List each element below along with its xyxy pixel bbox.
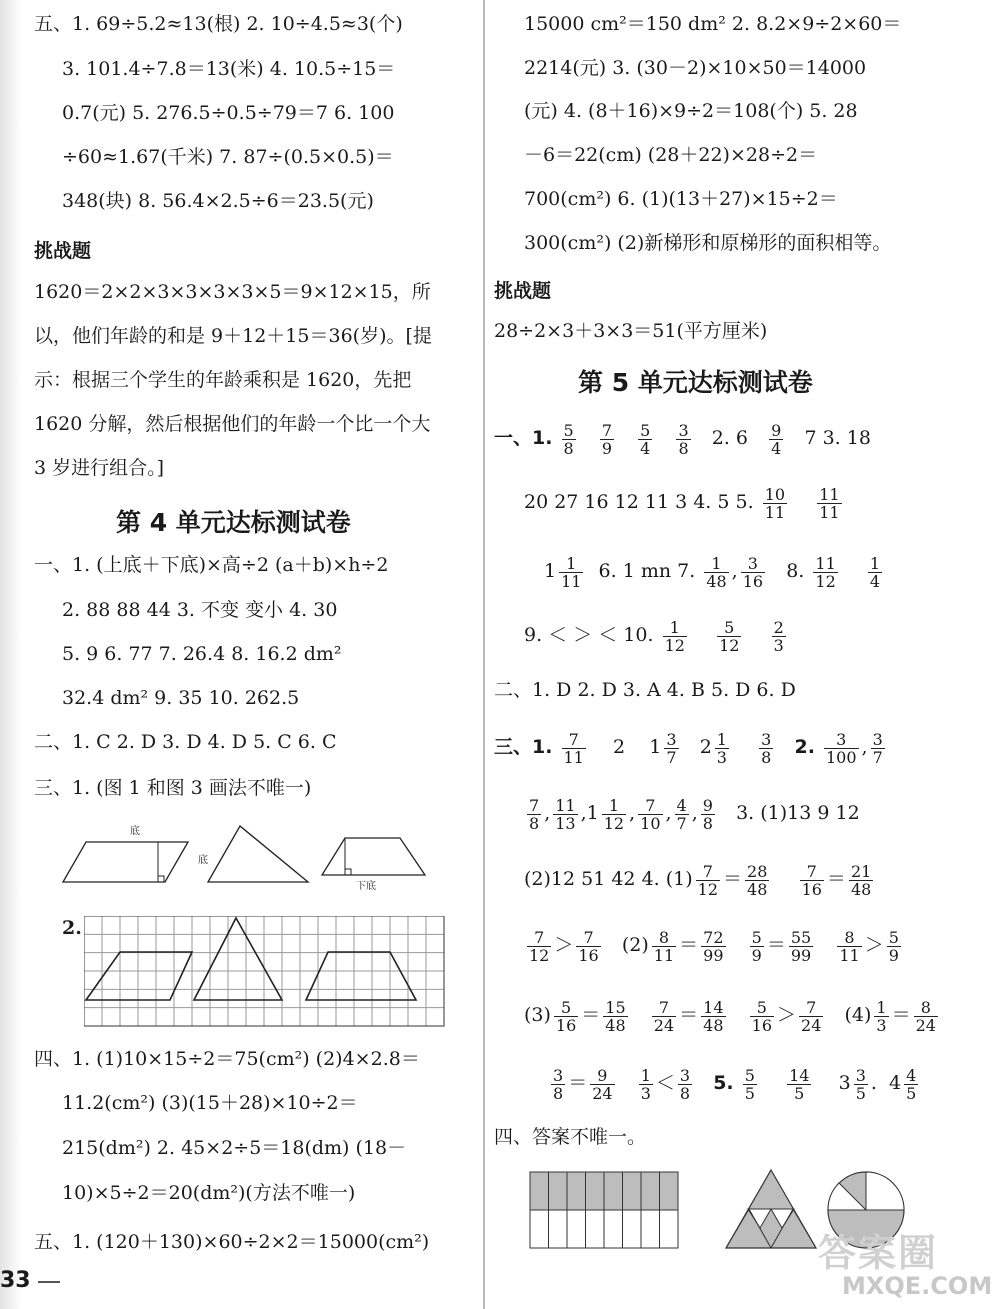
u4-line-3: 5. 9 6. 77 7. 26.4 8. 16.2 dm² (62, 643, 342, 665)
u5-r3-8: 8. (786, 560, 805, 582)
left-line-5: 348(块) 8. 56.4×2.5÷6＝23.5(元) (62, 190, 374, 212)
frac: $\frac{5}{5}$ (744, 1065, 755, 1103)
frac: $\frac{5}{9}$ (888, 927, 899, 965)
frac: $\frac{7}{12}$ (529, 927, 550, 965)
left-line-3: 0.7(元) 5. 276.5÷0.5÷79＝7 6. 100 (62, 102, 395, 124)
u5-row-7: $\frac{7}{8}$ , $\frac{11}{13}$ ,1 $\frac{1}{12}$ , $\frac{7}{10}$ , $\frac{4}{7}$ , $\frac{9}{8}$ 3. (1)13 9 12 (529, 795, 860, 833)
u5-r11-d-whole: 3 (838, 1072, 851, 1094)
drawing-grid (84, 916, 446, 1028)
challenge-line-2: 以，他们年龄的和是 9＋12＋15＝36(岁)。[提 (34, 325, 432, 347)
u5-row-5: 二、1. D 2. D 3. A 4. B 5. D 6. D (494, 679, 796, 701)
grid-trapezoid (306, 952, 416, 1000)
label-di-top: 底 (130, 826, 140, 837)
frac: $\frac{9}{24}$ (592, 1065, 613, 1103)
frac: $\frac{5}{16}$ (555, 997, 577, 1035)
u5-row-11: $\frac{3}{8}$ ＝ $\frac{9}{24}$ $\frac{1}{3}$ ＜ $\frac{3}{8}$ 5. $\frac{5}{5}$ $\frac{14}{5}$ 3 $\frac{3}{5}$ . 4 $\frac{4}{5}$ (553, 1065, 917, 1103)
grid-triangle (194, 918, 282, 1000)
right-line-6: 300(cm²) (2)新梯形和原梯形的面积相等。 (524, 232, 892, 254)
u4-line-6: 三、1. (图 1 和图 3 画法不唯一) (34, 777, 312, 799)
u5-row-4 (524, 610, 789, 660)
frac: $\frac{1}{3}$ (876, 997, 887, 1035)
frac: $\frac{7}{24}$ (801, 997, 822, 1035)
challenge-line-5: 3 岁进行组合。] (34, 457, 165, 479)
frac: $\frac{72}{99}$ (703, 927, 724, 965)
page-number: 33 (0, 1268, 31, 1293)
u5-r7-tail: 3. (1)13 9 12 (736, 802, 860, 824)
unit5-title: 第 5 单元达标测试卷 (578, 368, 813, 397)
u5-r10-3: (3) (524, 1004, 551, 1026)
right-line-4: －6＝22(cm) (28＋22)×28÷2＝ (524, 144, 818, 166)
u4-s4-line-2: 11.2(cm²) (3)(15＋28)×10÷2＝ (62, 1092, 358, 1114)
unit4-title: 第 4 单元达标测试卷 (116, 508, 351, 537)
u5-row-6: 三、1. $\frac{7}{11}$ 2 1 $\frac{3}{7}$ 2 $\frac{1}{3}$ $\frac{3}{8}$ 2. $\frac{3}{100}$ , $\frac{3}{7}$ (494, 729, 883, 767)
frac: $\frac{4}{5}$ (906, 1065, 917, 1103)
frac: $\frac{11}{11}$ (819, 484, 840, 522)
u4-line-5: 二、1. C 2. D 3. D 4. D 5. C 6. C (34, 731, 337, 753)
frac: $\frac{5}{16}$ (751, 997, 772, 1035)
watermark-logo (818, 1222, 998, 1304)
right-line-2: 2214(元) 3. (30－2)×10×50＝14000 (524, 57, 867, 79)
u4-s4-line-5: 五、1. (120＋130)×60÷2×2＝15000(cm²) (34, 1231, 430, 1253)
frac: $\frac{7}{8}$ (529, 795, 540, 833)
u5-r3-text: 6. 1 mn 7. (598, 560, 696, 582)
u4-s4-line-4: 10)×5÷2＝20(dm²)(方法不唯一) (62, 1182, 356, 1204)
u4-s4-line-3: 215(dm²) 2. 45×2÷5＝18(dm) (18－ (62, 1137, 407, 1159)
u5-row-9: $\frac{7}{12}$ ＞ $\frac{7}{16}$ (2) $\frac{8}{11}$ ＝ $\frac{72}{99}$ $\frac{5}{9}$ ＝ $\frac{55}{99}$ $\frac{8}{11}$ ＞ $\frac{5}{9}$ (529, 927, 899, 965)
trapezoid-figure (322, 838, 425, 875)
u5-row-1 (494, 413, 871, 463)
u4-line-2: 2. 88 88 44 3. 不变 变小 4. 30 (62, 599, 338, 621)
left-line-2: 3. 101.4÷7.8＝13(米) 4. 10.5÷15＝ (62, 58, 396, 80)
u5-r4-text: 9. ＜ ＞ ＜ 10. (524, 624, 654, 646)
right-line-1: 15000 cm²＝150 dm² 2. 8.2×9÷2×60＝ (524, 13, 902, 35)
u5-r8-text: (2)12 51 42 4. (1) (524, 868, 693, 890)
u5-r1-mid: 2. 6 (711, 427, 749, 449)
frac: $\frac{7}{9}$ (601, 420, 612, 458)
frac: $\frac{4}{7}$ (676, 795, 687, 833)
watermark-url: MXQE.COM (842, 1272, 993, 1300)
frac: $\frac{3}{7}$ (872, 729, 883, 767)
frac: $\frac{10}{11}$ (764, 484, 786, 522)
watermark-text: 答案圈 (818, 1231, 939, 1275)
page-edge-shadow (0, 0, 22, 1309)
frac: $\frac{3}{16}$ (742, 553, 764, 591)
challenge-heading-right: 挑战题 (494, 280, 552, 302)
u5-r11-5: 5. (713, 1072, 734, 1094)
frac: $\frac{8}{24}$ (915, 997, 936, 1035)
challenge-line-1: 1620＝2×2×3×3×3×3×5＝9×12×15，所 (34, 281, 431, 303)
left-line-1: 五、1. 69÷5.2≈13(根) 2. 10÷4.5≈3(个) (34, 13, 403, 35)
u5-r2-text: 20 27 16 12 11 3 4. 5 5. (524, 491, 754, 513)
frac: $\frac{7}{11}$ (563, 729, 584, 767)
frac: $\frac{5}{12}$ (719, 617, 740, 655)
frac: $\frac{7}{16}$ (801, 861, 822, 899)
u4-line-4: 32.4 dm² 9. 35 10. 262.5 (62, 687, 300, 709)
frac: $\frac{3}{8}$ (553, 1065, 564, 1103)
frac: $\frac{3}{5}$ (855, 1065, 866, 1103)
frac: $\frac{5}{4}$ (640, 420, 651, 458)
frac: $\frac{5}{9}$ (751, 927, 762, 965)
frac: $\frac{7}{12}$ (697, 861, 719, 899)
frac: $\frac{7}{10}$ (640, 795, 661, 833)
u5-r6-c-whole: 1 (649, 736, 662, 758)
frac: $\frac{8}{11}$ (653, 927, 675, 965)
u5-r1-prefix: 一、1. (494, 427, 553, 449)
grid-question-label: 2. (62, 917, 82, 939)
frac: $\frac{9}{4}$ (771, 420, 782, 458)
frac: $\frac{7}{16}$ (578, 927, 599, 965)
u5-r11-e-whole: 4 (889, 1072, 902, 1094)
frac: $\frac{3}{8}$ (678, 420, 689, 458)
frac: $\frac{3}{8}$ (679, 1065, 691, 1103)
u5-r9-2: (2) (621, 934, 649, 956)
frac: $\frac{11}{13}$ (555, 795, 576, 833)
u5-row-12: 四、答案不唯一。 (494, 1126, 647, 1148)
u5-r7-whole: 1 (586, 802, 599, 824)
u5-row-8: (2)12 51 42 4. (1) $\frac{7}{12}$ ＝ $\frac{28}{48}$ $\frac{7}{16}$ ＝ $\frac{21}{48}$ (524, 861, 872, 899)
geometry-figures (60, 820, 480, 895)
u5-row-2 (524, 477, 845, 527)
frac: $\frac{1}{3}$ (716, 729, 727, 767)
frac: $\frac{1}{12}$ (664, 617, 685, 655)
right-line-5: 700(cm²) 6. (1)(13＋27)×15÷2＝ (524, 188, 838, 210)
challenge-line-3: 示：根据三个学生的年龄乘积是 1620，先把 (34, 369, 412, 391)
triangle-figure (208, 826, 308, 882)
u5-r3-whole: 1 (544, 560, 557, 582)
frac: $\frac{55}{99}$ (790, 927, 812, 965)
triangle-height (240, 826, 296, 872)
u5-r1-tail: 7 3. 18 (804, 427, 871, 449)
u5-r6-2: 2. (794, 736, 815, 758)
parallelogram-figure (63, 842, 188, 882)
right-line-3: (元) 4. (8＋16)×9÷2＝108(个) 5. 28 (524, 100, 858, 122)
page-number-dash (38, 1281, 60, 1283)
frac: $\frac{15}{48}$ (605, 997, 626, 1035)
frac: $\frac{7}{24}$ (653, 997, 675, 1035)
u5-r6-prefix: 三、1. (494, 736, 553, 758)
label-xiadi: 下底 (356, 881, 376, 892)
frac: $\frac{14}{48}$ (703, 997, 724, 1035)
frac: $\frac{11}{12}$ (815, 553, 836, 591)
frac: $\frac{2}{3}$ (773, 617, 784, 655)
frac: $\frac{1}{48}$ (706, 553, 727, 591)
u5-r10-4: (4) (844, 1004, 872, 1026)
frac: $\frac{21}{48}$ (850, 861, 872, 899)
frac: $\frac{5}{8}$ (563, 420, 574, 458)
frac: $\frac{9}{8}$ (702, 795, 713, 833)
u5-r6-b: 2 (613, 736, 626, 758)
left-line-4: ÷60≈1.67(千米) 7. 87÷(0.5×0.5)＝ (62, 146, 394, 168)
u5-row-10: (3) $\frac{5}{16}$ ＝ $\frac{15}{48}$ $\frac{7}{24}$ ＝ $\frac{14}{48}$ $\frac{5}{16}$ ＞ $\frac{7}{24}$ (4) $\frac{1}{3}$ ＝ $\frac{8}{24}$ (524, 997, 936, 1035)
frac: $\frac{14}{5}$ (789, 1065, 810, 1103)
u5-r6-d-whole: 2 (699, 736, 712, 758)
frac: $\frac{28}{48}$ (747, 861, 768, 899)
frac: $\frac{1}{11}$ (561, 553, 582, 591)
frac: $\frac{1}{3}$ (640, 1065, 651, 1103)
challenge-line-4: 1620 分解，然后根据他们的年龄一个比一个大 (34, 413, 431, 435)
frac: $\frac{3}{100}$ (825, 729, 857, 767)
u5-row-3: 1 $\frac{1}{11}$ 6. 1 mn 7. $\frac{1}{48}$ , $\frac{3}{16}$ 8. $\frac{11}{12}$ $\frac{1}{4}$ (544, 553, 881, 591)
frac: $\frac{3}{8}$ (761, 729, 772, 767)
frac: $\frac{1}{4}$ (869, 553, 881, 591)
u4-s4-line-1: 四、1. (1)10×15÷2＝75(cm²) (2)4×2.8＝ (34, 1048, 420, 1070)
frac: $\frac{1}{12}$ (603, 795, 625, 833)
label-di-left: 底 (198, 855, 208, 866)
right-challenge-line: 28÷2×3＋3×3＝51(平方厘米) (494, 320, 768, 342)
u4-line-1: 一、1. (上底＋下底)×高÷2 (a＋b)×h÷2 (34, 554, 389, 576)
column-divider (483, 0, 485, 1309)
frac: $\frac{3}{7}$ (666, 729, 677, 767)
challenge-heading-left: 挑战题 (34, 240, 92, 262)
frac: $\frac{8}{11}$ (839, 927, 860, 965)
